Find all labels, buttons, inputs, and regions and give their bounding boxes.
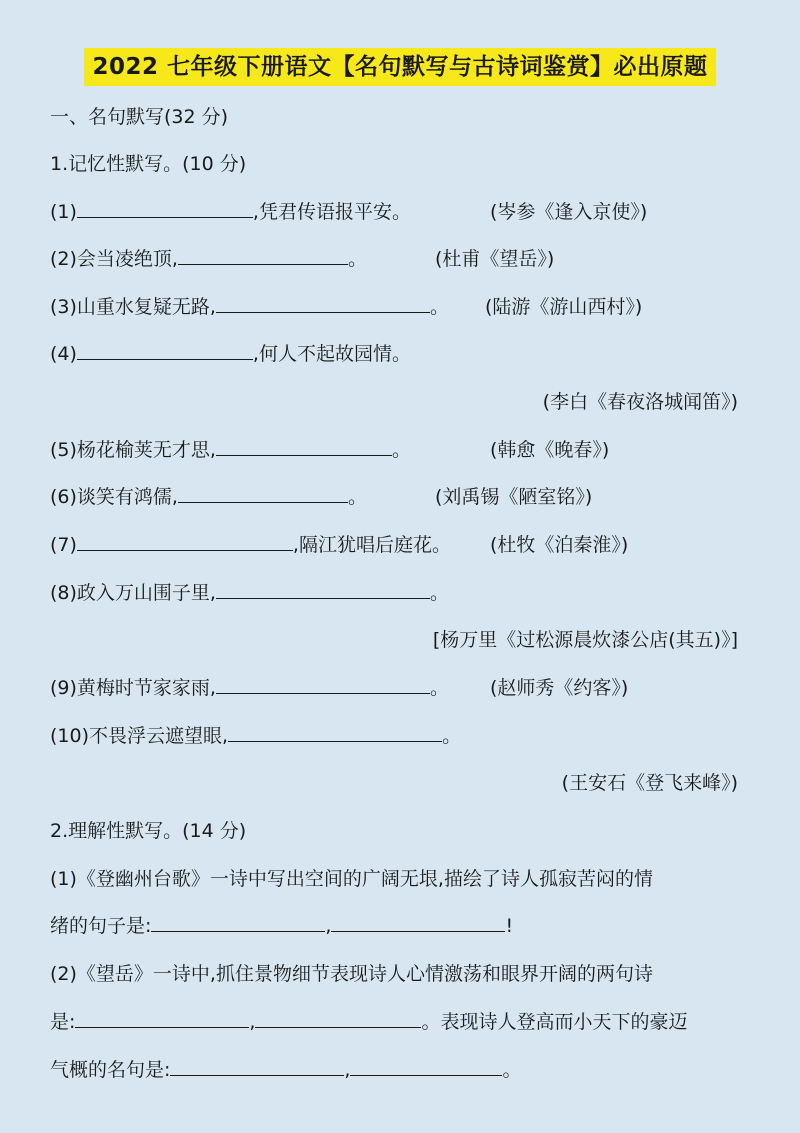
item-10 [50, 723, 461, 749]
item-7 [50, 532, 451, 558]
item-4 [50, 341, 411, 367]
item-text: 政入万山围子里, [76, 582, 216, 604]
line-end: 。 [502, 1059, 522, 1081]
item-text: 黄梅时节家家雨, [76, 677, 216, 699]
answer-blank[interactable] [331, 913, 505, 932]
part2-heading: 2.理解性默写。(14 分) [50, 820, 247, 842]
answer-blank[interactable] [255, 1009, 421, 1028]
q1-line1: (1)《登幽州台歌》一诗中写出空间的广阔无垠,描绘了诗人孤寂苦闷的情 [50, 868, 653, 890]
item-source: [杨万里《过松源晨炊漆公店(其五)》] [432, 629, 738, 651]
item-number: (3) [50, 296, 77, 318]
item-number: (9) [50, 677, 77, 699]
answer-blank[interactable] [151, 913, 325, 932]
item-source: (王安石《登飞来峰》) [561, 772, 738, 794]
answer-blank[interactable] [228, 723, 442, 742]
answer-blank[interactable] [77, 199, 253, 218]
q2-prefix: 是: [50, 1011, 76, 1033]
item-text: ,何人不起故园情。 [252, 343, 411, 365]
q2-mid-text: 。表现诗人登高而小天下的豪迈 [421, 1011, 688, 1033]
item-text: 。 [429, 296, 449, 318]
item-text: 。 [347, 248, 367, 270]
q1-prefix: 绪的句子是: [50, 915, 152, 937]
separator: , [249, 1011, 256, 1033]
title-wrap [0, 48, 800, 86]
answer-blank[interactable] [216, 580, 430, 599]
item-5 [50, 437, 411, 463]
separator: , [325, 915, 332, 937]
item-number: (2) [50, 248, 77, 270]
item-text: 。 [429, 677, 449, 699]
item-number: (4) [50, 343, 77, 365]
answer-blank[interactable] [75, 1009, 249, 1028]
item-text: 。 [442, 725, 462, 747]
item-text: 。 [391, 439, 411, 461]
answer-blank[interactable] [178, 246, 348, 265]
line-end: ! [505, 915, 514, 937]
answer-blank[interactable] [170, 1057, 344, 1076]
answer-blank[interactable] [77, 532, 293, 551]
item-3 [50, 294, 449, 320]
item-source: (杜牧《泊秦淮》) [490, 534, 629, 556]
item-text: ,隔江犹唱后庭花。 [292, 534, 451, 556]
q2-line3-prefix: 气概的名句是: [50, 1059, 171, 1081]
item-source: (刘禹锡《陋室铭》) [435, 486, 593, 508]
answer-blank[interactable] [216, 294, 430, 313]
item-6 [50, 484, 367, 510]
answer-blank[interactable] [178, 484, 348, 503]
item-source: (杜甫《望岳》) [435, 248, 555, 270]
q2-line3 [50, 1057, 521, 1083]
page-title: 2022 七年级下册语文【名句默写与古诗词鉴赏】必出原题 [84, 48, 715, 86]
item-number: (7) [50, 534, 77, 556]
item-source: (赵师秀《约客》) [490, 677, 629, 699]
q2-line2 [50, 1009, 687, 1035]
answer-blank[interactable] [350, 1057, 502, 1076]
q1-line2 [50, 913, 513, 939]
item-8 [50, 580, 449, 606]
item-number: (10) [50, 725, 90, 747]
item-1 [50, 199, 411, 225]
item-text: 谈笑有鸿儒, [76, 486, 178, 508]
item-source: (岑参《逢入京使》) [490, 201, 648, 223]
section-heading: 一、名句默写(32 分) [50, 106, 229, 128]
item-number: (1) [50, 201, 77, 223]
item-source: (李白《春夜洛城闻笛》) [542, 391, 738, 413]
answer-blank[interactable] [216, 675, 430, 694]
q2-line1: (2)《望岳》一诗中,抓住景物细节表现诗人心情激荡和眼界开阔的两句诗 [50, 963, 653, 985]
item-number: (6) [50, 486, 77, 508]
item-text: 不畏浮云遮望眼, [89, 725, 229, 747]
item-2 [50, 246, 367, 272]
item-number: (5) [50, 439, 77, 461]
item-text: 山重水复疑无路, [76, 296, 216, 318]
answer-blank[interactable] [216, 437, 392, 456]
item-source: (陆游《游山西村》) [485, 296, 643, 318]
item-text: 杨花榆荚无才思, [76, 439, 216, 461]
answer-blank[interactable] [77, 341, 253, 360]
item-text: ,凭君传语报平安。 [252, 201, 411, 223]
item-text: 。 [347, 486, 367, 508]
item-source: (韩愈《晚春》) [490, 439, 610, 461]
separator: , [344, 1059, 351, 1081]
item-text: 会当凌绝顶, [76, 248, 178, 270]
part1-heading: 1.记忆性默写。(10 分) [50, 153, 247, 175]
item-9 [50, 675, 449, 701]
item-text: 。 [429, 582, 449, 604]
item-number: (8) [50, 582, 77, 604]
